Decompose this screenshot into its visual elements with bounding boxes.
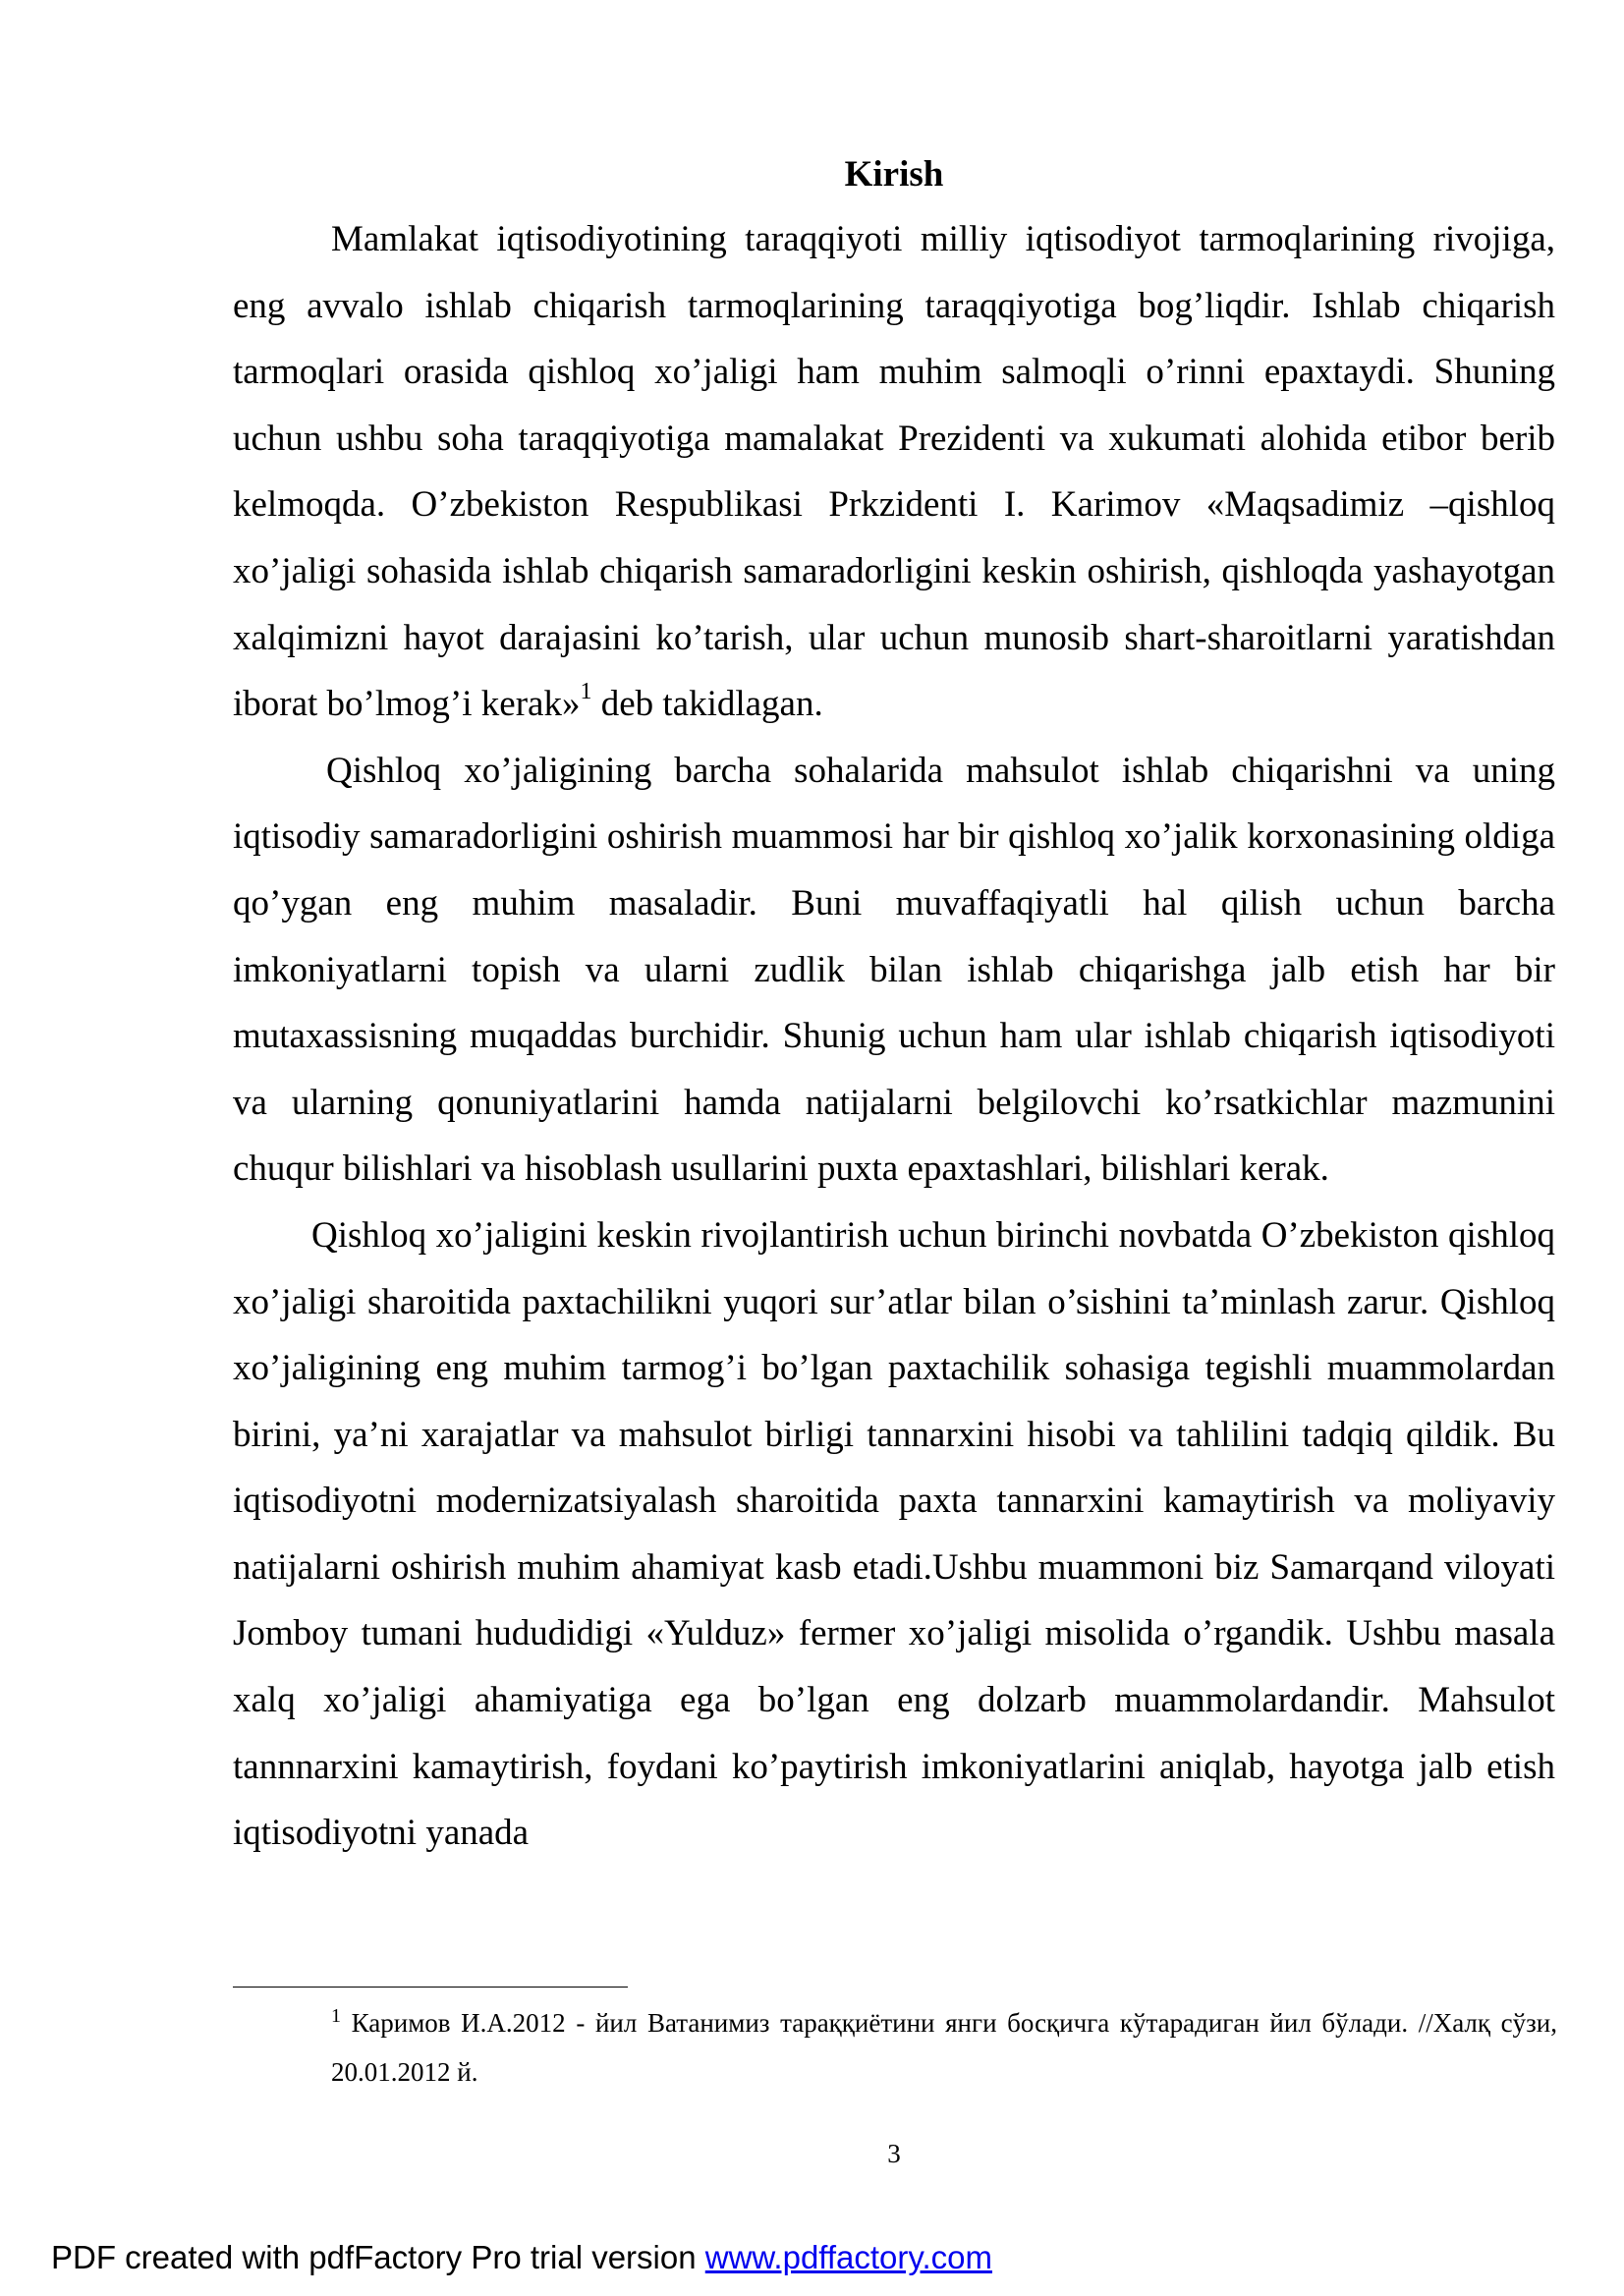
page-title-text: Kirish — [844, 154, 944, 195]
footnote-number: 1 — [331, 2005, 341, 2027]
footnote-reference: 1 — [580, 678, 592, 704]
footnote — [331, 1998, 1557, 2097]
paragraph-3: Qishloq xo’jaligini keskin rivojlantirish uchun birinchi novbatda O’zbekiston qishloq xo’jaligi sharoitida paxtachilikni yuqori sur’atlar bilan o’sishini ta’minlash zarur. Qishloq xo’jaligining eng muhim tarmog’i bo’lgan paxtachilik sohasiga tegishli muammolardan birini, ya’ni xarajatlar va mahsulot birligi tannarxini hisobi va tahlilini tadqiq qildik. Bu iqtisodiyotni modernizatsiyalash sharoitida paxta tannarxini kamaytirish va moliyaviy natijalarni oshirish muhim ahamiyat kasb etadi.Ushbu muammoni biz Samarqand viloyati Jomboy tumani hududidigi «Yulduz» fermer xo’jaligi misolida o’rgandik. Ushbu masala xalq xo’jaligi ahamiyatiga ega bo’lgan eng dolzarb muammolardandir. Mahsulot tannnarxini kamaytirish, foydani ko’paytirish imkoniyatlarini aniqlab, hayotga jalb etish iqtisodiyotni yanada — [233, 1214, 1555, 1854]
body-text — [233, 206, 1555, 1867]
page-number: 3 — [887, 2139, 901, 2168]
watermark-text: PDF created with pdfFactory Pro trial version — [51, 2239, 705, 2275]
footnote-separator — [233, 1987, 628, 1988]
paragraph-1 — [233, 206, 1555, 738]
page-title — [0, 147, 1624, 202]
paragraph-2: Qishloq xo’jaligining barcha sohalarida mahsulot ishlab chiqarishni va uning iqtisodiy samaradorligini oshirish muammosi har bir qishloq xo’jalik korxonasining oldiga qo’ygan eng muhim masaladir. Buni muvaffaqiyatli hal qilish uchun barcha imkoniyatlarni topish va ularni zudlik bilan ishlab chiqarishga jalb etish har bir mutaxassisning muqaddas burchidir. Shunig uchun ham ular ishlab chiqarish iqtisodiyoti va ularning qonuniyatlarini hamda natijalarni belgilovchi ko’rsatkichlar mazmunini chuqur bilishlari va hisoblash usullarini puxta epaxtashlari, bilishlari kerak. — [233, 750, 1555, 1190]
watermark-link[interactable]: www.pdffactory.com — [704, 2239, 992, 2275]
footnote-text: Каримов И.А.2012 - йил Ватанимиз тараққиётини янги босқичга кўтарадиган йил бўлади. //Халқ сўзи, 20.01.2012 й. — [331, 2008, 1557, 2087]
paragraph-1-tail: deb takidlagan. — [591, 684, 823, 725]
pdf-watermark — [51, 2238, 992, 2277]
paragraph-1-text: Mamlakat iqtisodiyotining taraqqiyoti milliy iqtisodiyot tarmoqlarining rivojiga, eng avvalo ishlab chiqarish tarmoqlarining taraqqiyotiga bog’liqdir. Ishlab chiqarish tarmoqlari orasida qishloq xo’jaligi ham muhim salmoqli o’rinni epaxtaydi. Shuning uchun ushbu soha taraqqiyotiga mamalakat Prezidenti va xukumati alohida etibor berib kelmoqda. O’zbekiston Respublikasi Prkzidenti I. Karimov «Maqsadimiz –qishloq xo’jaligi sohasida ishlab chiqarish samaradorligini keskin oshirish, qishloqda yashayotgan xalqimizni hayot darajasini ko’tarish, ular uchun munosib shart-sharoitlarni yaratishdan iborat bo’lmog’i kerak» — [233, 219, 1555, 725]
